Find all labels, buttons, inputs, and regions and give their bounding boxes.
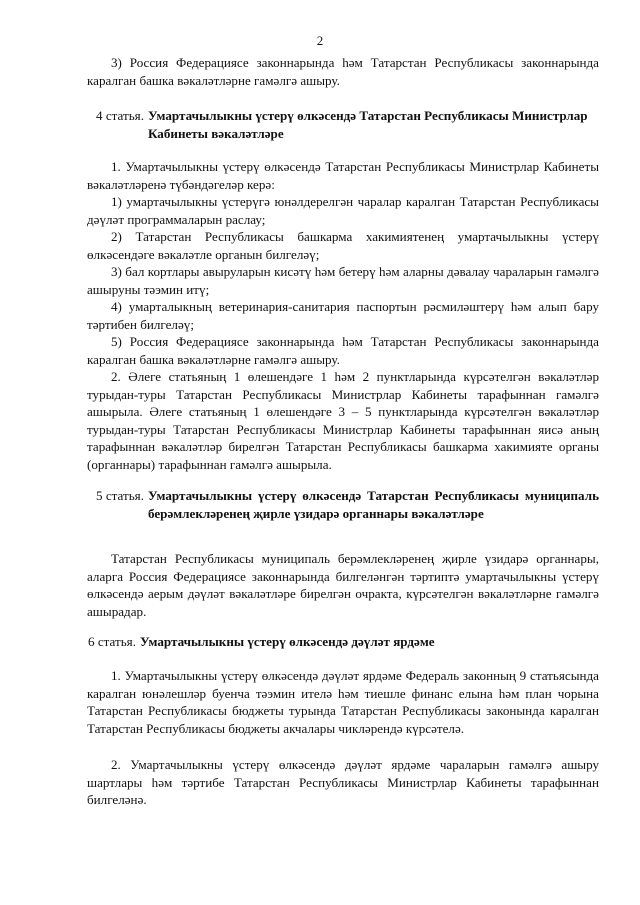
article-4-item-2: 2) Татарстан Республикасы башкарма хакимиятенең умартачылыкны үстерү өлкәсендәге вәкаләтле органын билгеләү; [87,229,599,262]
article-5-heading [87,487,599,522]
article-6-label: 6 статья. [88,634,136,649]
article-4-item-5: 5) Россия Федерациясе законнарында һәм Татарстан Республикасы законнарында каралган башка вәкаләтләрне гамәлгә ашыру. [87,334,599,367]
article-4-heading [87,107,599,142]
article-4-title: Умартачылыкны үстерү өлкәсендә Татарстан Республикасы Министрлар Кабинеты вәкаләтләре [147,108,588,141]
article-6-heading [87,633,599,651]
article-5-body: Татарстан Республикасы муниципаль берәмлекләренең җирле үзидарә органнары, аларга Россия Федерациясе законнарында билгеләнгән тәртиптә умартачылыкны үстерү өлкәсендә аерым дәүләт вәкаләтләре бирелгән очракта, күрсәтелгән вәкаләтләрне гамәлгә ашырадар. [87,551,599,619]
article-4-part-2: 2. Әлеге статьяның 1 өлешендәге 1 һәм 2 пунктларында күрсәтелгән вәкаләтләр турыдан-туры Татарстан Республикасы Министрлар Кабинеты тарафыннан гамәлгә ашырыла. Әлеге статьяның 1 өлешендәге 3 – 5 пунктларында күрсәтелгән вәкаләтләр турыдан-туры Татарстан Республикасы Министрлар Кабинеты тарафыннан яисә аның тарафыннан вәкаләтләр бирелгән Татарстан Республикасы башкарма хакимияте органы (органнары) тарафыннан гамәлгә ашырыла. [87,369,599,472]
article-4-part-1: 1. Умартачылыкны үстерү өлкәсендә Татарстан Республикасы Министрлар Кабинеты вәкаләтләренә түбәндәгеләр керә: [87,159,599,192]
article-6-part-2: 2. Умартачылыкны үстерү өлкәсендә дәүләт ярдәме чараларын гамәлгә ашыру шартлары һәм тәртибе Татарстан Республикасы Министрлар Кабинеты тарафыннан билгеләнә. [87,757,599,808]
article-4-item-1: 1) умартачылыкны үстерүгә юнәлдерелгән чаралар каралган Татарстан Республикасы дәүләт программаларын раслау; [87,194,599,227]
article-5-label: 5 статья. [96,488,144,503]
article-6-part-1: 1. Умартачылыкны үстерү өлкәсендә дәүләт ярдәме Федераль законның 9 статьясында каралган юнәлешләр буенча тәэмин ителә һәм тиешле финанс елына һәм план чорына Татарстан Республикасы бюджеты турында Татарстан Республикасы законында каралган Татарстан Республикасы бюджеты акчалары чикләрендә күрсәтелә. [87,668,599,736]
page-number: 2 [316,33,324,48]
article-4-label: 4 статья. [96,108,144,123]
article-5-title: Умартачылыкны үстерү өлкәсендә Татарстан Республикасы муниципаль берәмлекләренең җирле үзидарә органнары вәкаләтләре [147,488,599,521]
paragraph-3-item: 3) Россия Федерациясе законнарында һәм Татарстан Республикасы законнарында каралган башка вәкаләтләрне гамәлгә ашыру. [87,55,599,88]
article-4-item-3: 3) бал кортлары авыруларын кисәтү һәм бетерү һәм аларны дәвалау чараларын гамәлгә ашыруны тәэмин итү; [87,264,599,297]
article-6-title: Умартачылыкны үстерү өлкәсендә дәүләт ярдәме [139,634,435,649]
article-4-item-4: 4) умарталыкның ветеринария-санитария паспортын рәсмиләштерү һәм алып бару тәртибен билгеләү; [87,299,599,332]
